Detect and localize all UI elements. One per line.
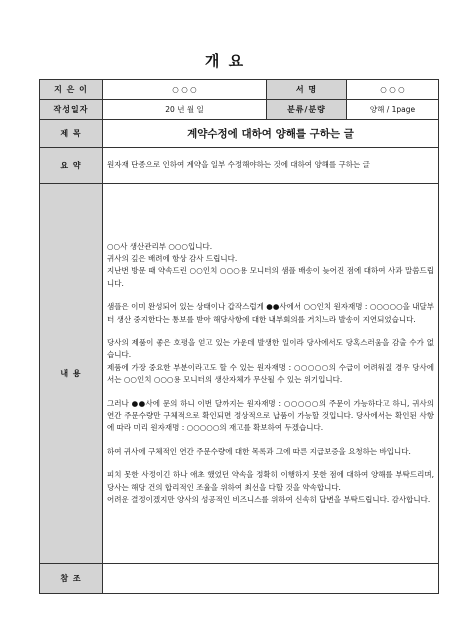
content-paragraph: 당사의 제품이 좋은 호평을 얻고 있는 가운데 발생한 일이라 당사에서도 당혹스러움을 감출 수가 없습니다. 제품에 가장 중요한 부분이라고도 할 수 있는 원자재명 : ○○○○○의 수급이 어려워질 경우 당사에서는 ○○인치 ○○○용 모니터의 생산자체가 무산될 수 있는 위기입니다. — [107, 337, 434, 385]
content-body — [103, 184, 439, 564]
content-paragraph: 샘플은 이미 완성되어 있는 상태이나 갑작스럽게 ●●사에서 ○○인치 원자재명 : ○○○○○을 내달부터 생산 중지한다는 통보를 받아 해당사항에 대한 내부회의를 거치느라 발송이 지연되었습니다. — [107, 302, 434, 324]
content-row — [40, 184, 439, 564]
summary-value: 원자재 단종으로 인하여 계약을 일부 수정해야하는 것에 대하여 양해를 구하는 글 — [103, 148, 439, 184]
content-label: 내 용 — [40, 184, 103, 564]
note-value — [103, 564, 439, 594]
document-title: 개 요 — [204, 52, 246, 70]
subject-value: 계약수정에 대하여 양해를 구하는 글 — [103, 120, 439, 148]
date-value: 20 년 월 일 — [103, 100, 267, 120]
signature-value: ○ ○ ○ — [347, 80, 439, 100]
subject-label: 제 목 — [40, 120, 103, 148]
signature-label: 서 명 — [267, 80, 347, 100]
date-row — [40, 100, 439, 120]
subject-row — [40, 120, 439, 148]
category-label: 분류/분량 — [267, 100, 347, 120]
note-row — [40, 564, 439, 594]
summary-form-table — [39, 79, 439, 594]
category-value: 양해 / 1page — [347, 100, 439, 120]
content-paragraph: 하여 귀사에 구체적인 연간 주문수량에 대한 목록과 그에 따른 지급보증을 요청하는 바입니다. — [107, 446, 411, 456]
summary-label: 요 약 — [40, 148, 103, 184]
date-label: 작성일자 — [40, 100, 103, 120]
content-paragraph: ○○사 생산관리부 ○○○입니다. 귀사의 깊은 배려에 항상 감사 드립니다. 지난번 방문 때 약속드린 ○○인치 ○○○용 모니터의 샘플 배송이 늦어진 점에 대하여 사과 말씀드립니다. — [107, 241, 434, 288]
author-value: ○ ○ ○ — [103, 80, 267, 100]
summary-row — [40, 148, 439, 184]
author-row — [40, 80, 439, 100]
content-paragraph: 피치 못한 사정이긴 하나 애초 했었던 약속을 정확히 이행하지 못한 점에 대하여 양해를 부탁드리며, 당사는 해당 건의 합리적인 조율을 위하여 최선을 다할 것을 약속합니다. 어려운 결정이겠지만 양사의 성공적인 비즈니스를 위하여 신속히 답변을 부탁드립니다. 감사합니다. — [107, 470, 434, 505]
content-paragraph: 그러나 ●●사에 문의 하니 이번 달까지는 원자재명 : ○○○○○의 주문이 가능하다고 하니, 귀사의 연간 주문수량만 구체적으로 확인되면 정상적으로 납품이 가능할 것입니다. 당사에서는 확인된 사항에 따라 미리 원자재명 : ○○○○○의 재고를 확보하여 두겠습니다. — [107, 398, 434, 433]
note-label: 참 조 — [40, 564, 103, 594]
author-label: 지 은 이 — [40, 80, 103, 100]
